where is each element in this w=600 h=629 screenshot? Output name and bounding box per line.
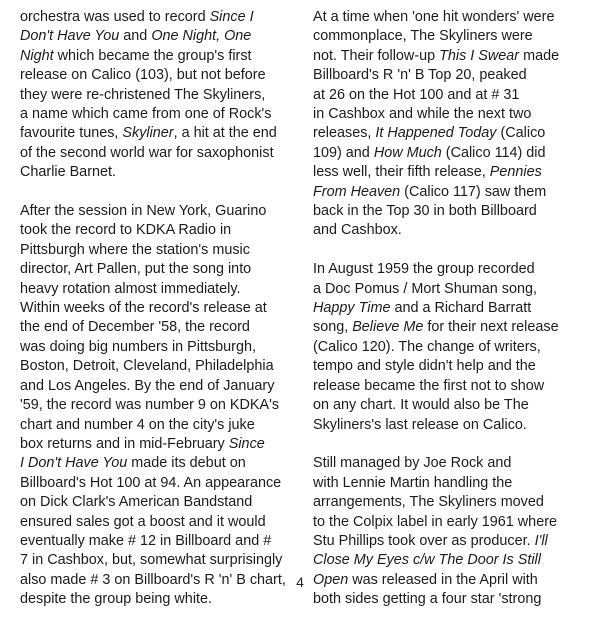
text-line — [20, 124, 292, 143]
text-line — [20, 47, 292, 66]
text-line — [20, 318, 292, 337]
text-run: release on Calico (103), but not before — [20, 67, 266, 84]
italic-title: It Happened Today — [375, 125, 497, 142]
text-run: Boston, Detroit, Cleveland, Philadelphia — [20, 358, 274, 375]
text-line — [20, 396, 292, 415]
text-line — [20, 435, 292, 454]
text-run: releases, — [313, 125, 376, 142]
text-run: at 26 on the Hot 100 and at # 31 — [313, 86, 520, 103]
text-line — [313, 183, 585, 202]
text-line — [20, 163, 292, 182]
text-run: box returns and in mid-February — [20, 435, 229, 452]
text-line — [20, 27, 292, 46]
italic-title: Since — [228, 435, 265, 452]
text-line — [20, 8, 292, 27]
text-run: director, Art Pallen, put the song into — [20, 261, 252, 278]
text-run: a name which came from one of Rock's — [20, 106, 272, 123]
text-run: also made # 3 on Billboard's R 'n' B chart, — [20, 571, 286, 588]
text-run: orchestra was used to record — [20, 9, 210, 25]
text-run: both sides getting a four star 'strong — [313, 591, 542, 608]
text-line — [20, 202, 292, 221]
text-line — [20, 513, 292, 532]
text-line — [20, 357, 292, 376]
text-line — [313, 357, 585, 376]
italic-title: Don't Have You — [20, 28, 120, 45]
text-run: not. Their follow-up — [313, 47, 440, 64]
text-run: favourite tunes, — [20, 125, 123, 142]
text-line — [313, 474, 585, 493]
text-run: song, — [313, 319, 353, 336]
text-line — [20, 377, 292, 396]
text-run: tempo and style didn't help and the — [313, 358, 536, 375]
italic-title: Close My Eyes c/w The Door Is Still — [313, 552, 541, 569]
text-line — [313, 377, 585, 396]
text-line — [313, 144, 585, 163]
paragraph — [20, 202, 292, 610]
text-run: At a time when 'one hit wonders' were — [313, 9, 555, 25]
text-run: commonplace, The Skyliners were — [313, 28, 533, 45]
text-line — [313, 416, 585, 435]
text-run: Stu Phillips took over as producer. — [313, 532, 535, 549]
text-run: Pittsburgh where the station's music — [20, 241, 250, 258]
text-run: chart and number 4 on the city's juke — [20, 416, 255, 433]
italic-title: Believe Me — [352, 319, 424, 336]
text-run: made — [519, 47, 560, 64]
text-run: , a hit at the end — [173, 125, 277, 142]
italic-title: I Don't Have You — [20, 455, 128, 472]
text-line — [313, 454, 585, 473]
italic-title: Pennies — [489, 164, 542, 181]
text-line — [20, 299, 292, 318]
text-line — [313, 338, 585, 357]
text-run: was released in the April with — [348, 571, 538, 588]
text-run: Skyliners's last release on Calico. — [313, 416, 527, 433]
text-line — [20, 105, 292, 124]
text-line — [20, 221, 292, 240]
right-column — [313, 8, 585, 629]
text-run: with Lennie Martin handling the — [313, 474, 513, 491]
left-column — [20, 8, 292, 629]
text-run: Within weeks of the record's release at — [20, 300, 267, 317]
text-run: and Cashbox. — [313, 222, 402, 239]
text-run: and — [119, 28, 152, 45]
text-run: Billboard's Hot 100 at 94. An appearance — [20, 474, 282, 491]
text-run: ensured sales got a boost and it would — [20, 513, 266, 530]
italic-title: Skyliner — [122, 125, 174, 142]
text-line — [313, 124, 585, 143]
text-run: and a Richard Barratt — [390, 300, 532, 317]
text-run: (Calico 117) saw them — [400, 183, 547, 200]
text-line — [313, 8, 585, 27]
text-run: release became the first not to show — [313, 377, 545, 394]
text-line — [20, 416, 292, 435]
text-run: was doing big numbers in Pittsburgh, — [20, 338, 256, 355]
text-line — [313, 66, 585, 85]
text-line — [20, 241, 292, 260]
text-run: (Calico 120). The change of writers, — [313, 338, 541, 355]
text-line — [20, 474, 292, 493]
text-line — [313, 202, 585, 221]
text-line — [313, 221, 585, 240]
text-line — [313, 318, 585, 337]
text-line — [20, 144, 292, 163]
text-run: for their next release — [423, 319, 559, 336]
paragraph — [20, 8, 292, 183]
text-line — [313, 299, 585, 318]
text-run: back in the Top 30 in both Billboard — [313, 203, 537, 220]
text-line — [20, 260, 292, 279]
text-run: despite the group being white. — [20, 591, 213, 608]
page-number: 4 — [296, 574, 304, 590]
italic-title: I'll — [534, 532, 548, 549]
text-run: the end of December '58, the record — [20, 319, 250, 336]
text-line — [313, 280, 585, 299]
text-line — [20, 66, 292, 85]
text-run: 7 in Cashbox, but, somewhat surprisingly — [20, 552, 283, 569]
text-run: In August 1959 the group recorded — [313, 261, 535, 278]
text-run: eventually make # 12 in Billboard and # — [20, 532, 272, 549]
text-line — [20, 86, 292, 105]
italic-title: Open — [313, 571, 349, 588]
text-line — [313, 27, 585, 46]
italic-title: This I Swear — [439, 47, 520, 64]
italic-title: Since I — [209, 9, 254, 25]
paragraph — [313, 260, 585, 435]
text-run: (Calico — [496, 125, 546, 142]
text-line — [313, 47, 585, 66]
text-line — [20, 338, 292, 357]
text-line — [20, 280, 292, 299]
text-line — [20, 454, 292, 473]
italic-title: From Heaven — [313, 183, 401, 200]
text-line — [313, 260, 585, 279]
italic-title: One Night, One — [151, 28, 252, 45]
text-run: made its debut on — [127, 455, 246, 472]
italic-title: How Much — [373, 144, 442, 161]
text-line — [20, 551, 292, 570]
text-run: on any chart. It would also be The — [313, 397, 529, 414]
text-run: on Dick Clark's American Bandstand — [20, 494, 253, 511]
text-run: After the session in New York, Guarino — [20, 203, 267, 220]
text-run: and Los Angeles. By the end of January — [20, 377, 275, 394]
text-line — [313, 163, 585, 182]
text-line — [313, 551, 585, 570]
text-run: Still managed by Joe Rock and — [313, 455, 512, 472]
text-run: arrangements, The Skyliners moved — [313, 494, 544, 511]
text-run: Billboard's R 'n' B Top 20, peaked — [313, 67, 527, 84]
text-line — [313, 532, 585, 551]
italic-title: Happy Time — [313, 300, 391, 317]
text-line — [20, 493, 292, 512]
text-run: (Calico 114) did — [441, 144, 546, 161]
text-run: 109) and — [313, 144, 374, 161]
text-run: in Cashbox and while the next two — [313, 106, 532, 123]
text-run: of the second world war for saxophonist — [20, 144, 274, 161]
text-run: less well, their fifth release, — [313, 164, 490, 181]
text-run: they were re-christened The Skyliners, — [20, 86, 266, 103]
text-run: took the record to KDKA Radio in — [20, 222, 232, 239]
text-run: to the Colpix label in early 1961 where — [313, 513, 557, 530]
text-run: heavy rotation almost immediately. — [20, 280, 241, 297]
text-line — [313, 396, 585, 415]
italic-title: Night — [20, 47, 54, 64]
text-line — [313, 493, 585, 512]
text-run: which became the group's first — [53, 47, 252, 64]
text-line — [20, 532, 292, 551]
text-run: '59, the record was number 9 on KDKA's — [20, 397, 280, 414]
text-run: Charlie Barnet. — [20, 164, 116, 181]
paragraph — [313, 8, 585, 241]
text-line — [313, 86, 585, 105]
text-line — [313, 513, 585, 532]
text-line — [313, 105, 585, 124]
text-run: a Doc Pomus / Mort Shuman song, — [313, 280, 537, 297]
